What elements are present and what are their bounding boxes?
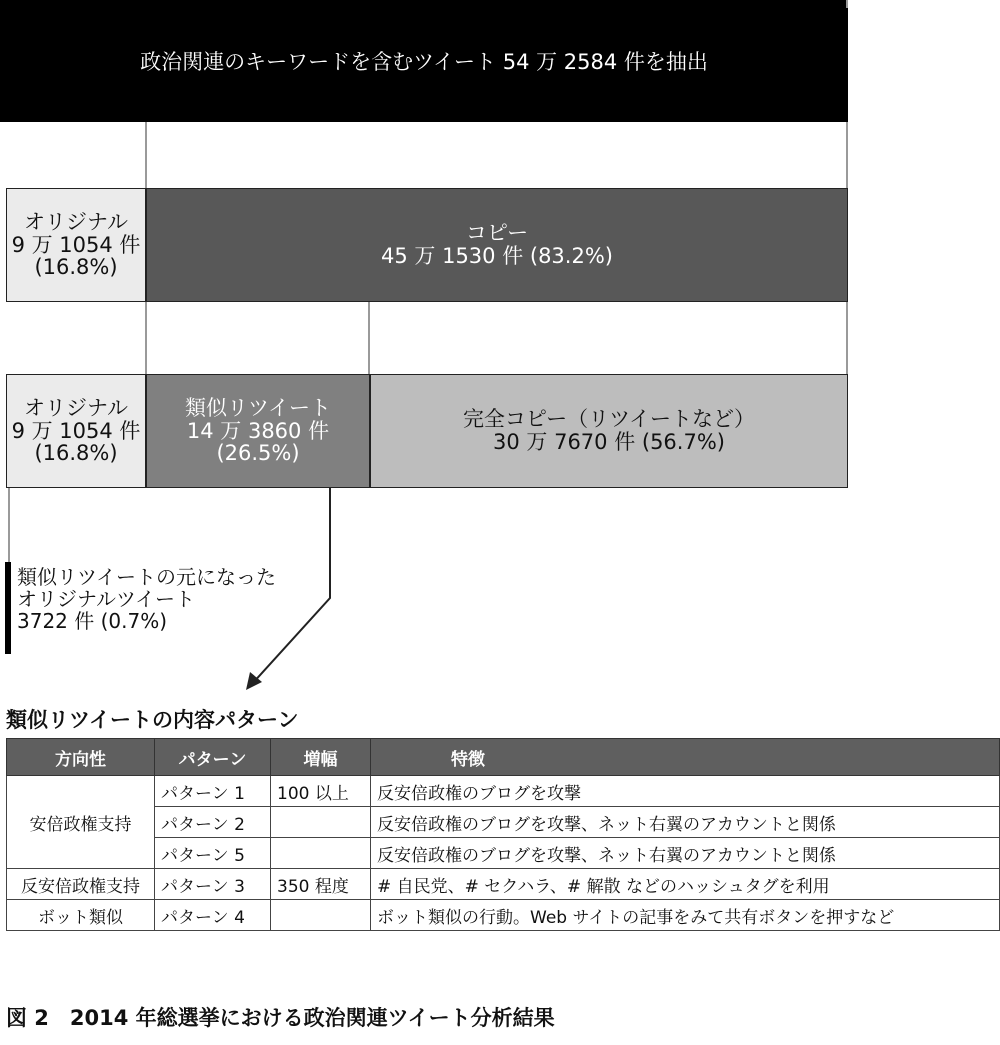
cell-feature: 反安倍政権のブログを攻撃、ネット右翼のアカウントと関係 — [371, 807, 1000, 838]
cell-amplification: 350 程度 — [271, 869, 371, 900]
cell-feature: 反安倍政権のブログを攻撃、ネット右翼のアカウントと関係 — [371, 838, 1000, 869]
cell-pattern: パターン 5 — [155, 838, 271, 869]
pattern-table — [6, 738, 1000, 931]
full-copy-label: 完全コピー（リツイートなど） — [462, 407, 756, 432]
similar-retweet-label: 類似リツイート — [185, 395, 331, 420]
table-row — [7, 869, 1000, 900]
cell-feature: 反安倍政権のブログを攻撃 — [371, 776, 1000, 807]
cell-feature: # 自民党、# セクハラ、# 解散 などのハッシュタグを利用 — [371, 869, 1000, 900]
note-line: 類似リツイートの元になった — [17, 565, 276, 589]
table-header-row — [7, 739, 1000, 776]
table-title: 類似リツイートの内容パターン — [6, 708, 299, 732]
level2-original-percent: (16.8%) — [34, 441, 118, 466]
level1-original-count: 9 万 1054 件 — [11, 232, 141, 257]
cell-direction: ボット類似 — [7, 900, 155, 931]
level1-original-label: オリジナル — [24, 209, 128, 234]
level1-copy-label: コピー — [465, 221, 529, 246]
similar-retweet-percent: (26.5%) — [216, 441, 300, 466]
cell-pattern: パターン 3 — [155, 869, 271, 900]
note-line: オリジナルツイート — [17, 587, 195, 611]
table-row — [7, 900, 1000, 931]
arrow-line — [252, 488, 330, 684]
cell-amplification: 100 以上 — [271, 776, 371, 807]
cell-direction: 反安倍政権支持 — [7, 869, 155, 900]
note-line: 3722 件 (0.7%) — [17, 609, 168, 633]
cell-amplification — [271, 900, 371, 931]
cell-direction: 安倍政権支持 — [7, 776, 155, 869]
cell-amplification — [271, 838, 371, 869]
full-copy-count: 30 万 7670 件 (56.7%) — [493, 430, 725, 454]
level2-original-count: 9 万 1054 件 — [11, 418, 141, 443]
cell-pattern: パターン 2 — [155, 807, 271, 838]
level2-original-label: オリジナル — [24, 395, 128, 420]
table-row — [7, 776, 1000, 807]
cell-feature: ボット類似の行動。Web サイトの記事をみて共有ボタンを押すなど — [371, 900, 1000, 931]
level1-original-percent: (16.8%) — [34, 255, 118, 280]
header-direction: 方向性 — [7, 739, 155, 776]
header-amplification: 増幅 — [271, 739, 371, 776]
cell-pattern: パターン 1 — [155, 776, 271, 807]
level1-copy-count: 45 万 1530 件 (83.2%) — [381, 244, 613, 268]
banner-text: 政治関連のキーワードを含むツイート 54 万 2584 件を抽出 — [140, 50, 708, 74]
cell-amplification — [271, 807, 371, 838]
figure-caption: 図 2 2014 年総選挙における政治関連ツイート分析結果 — [6, 1006, 555, 1030]
header-pattern: パターン — [155, 739, 271, 776]
similar-retweet-count: 14 万 3860 件 — [186, 418, 330, 443]
table-row — [7, 838, 1000, 869]
cell-pattern: パターン 4 — [155, 900, 271, 931]
header-feature: 特徴 — [371, 739, 1000, 776]
table-row — [7, 807, 1000, 838]
